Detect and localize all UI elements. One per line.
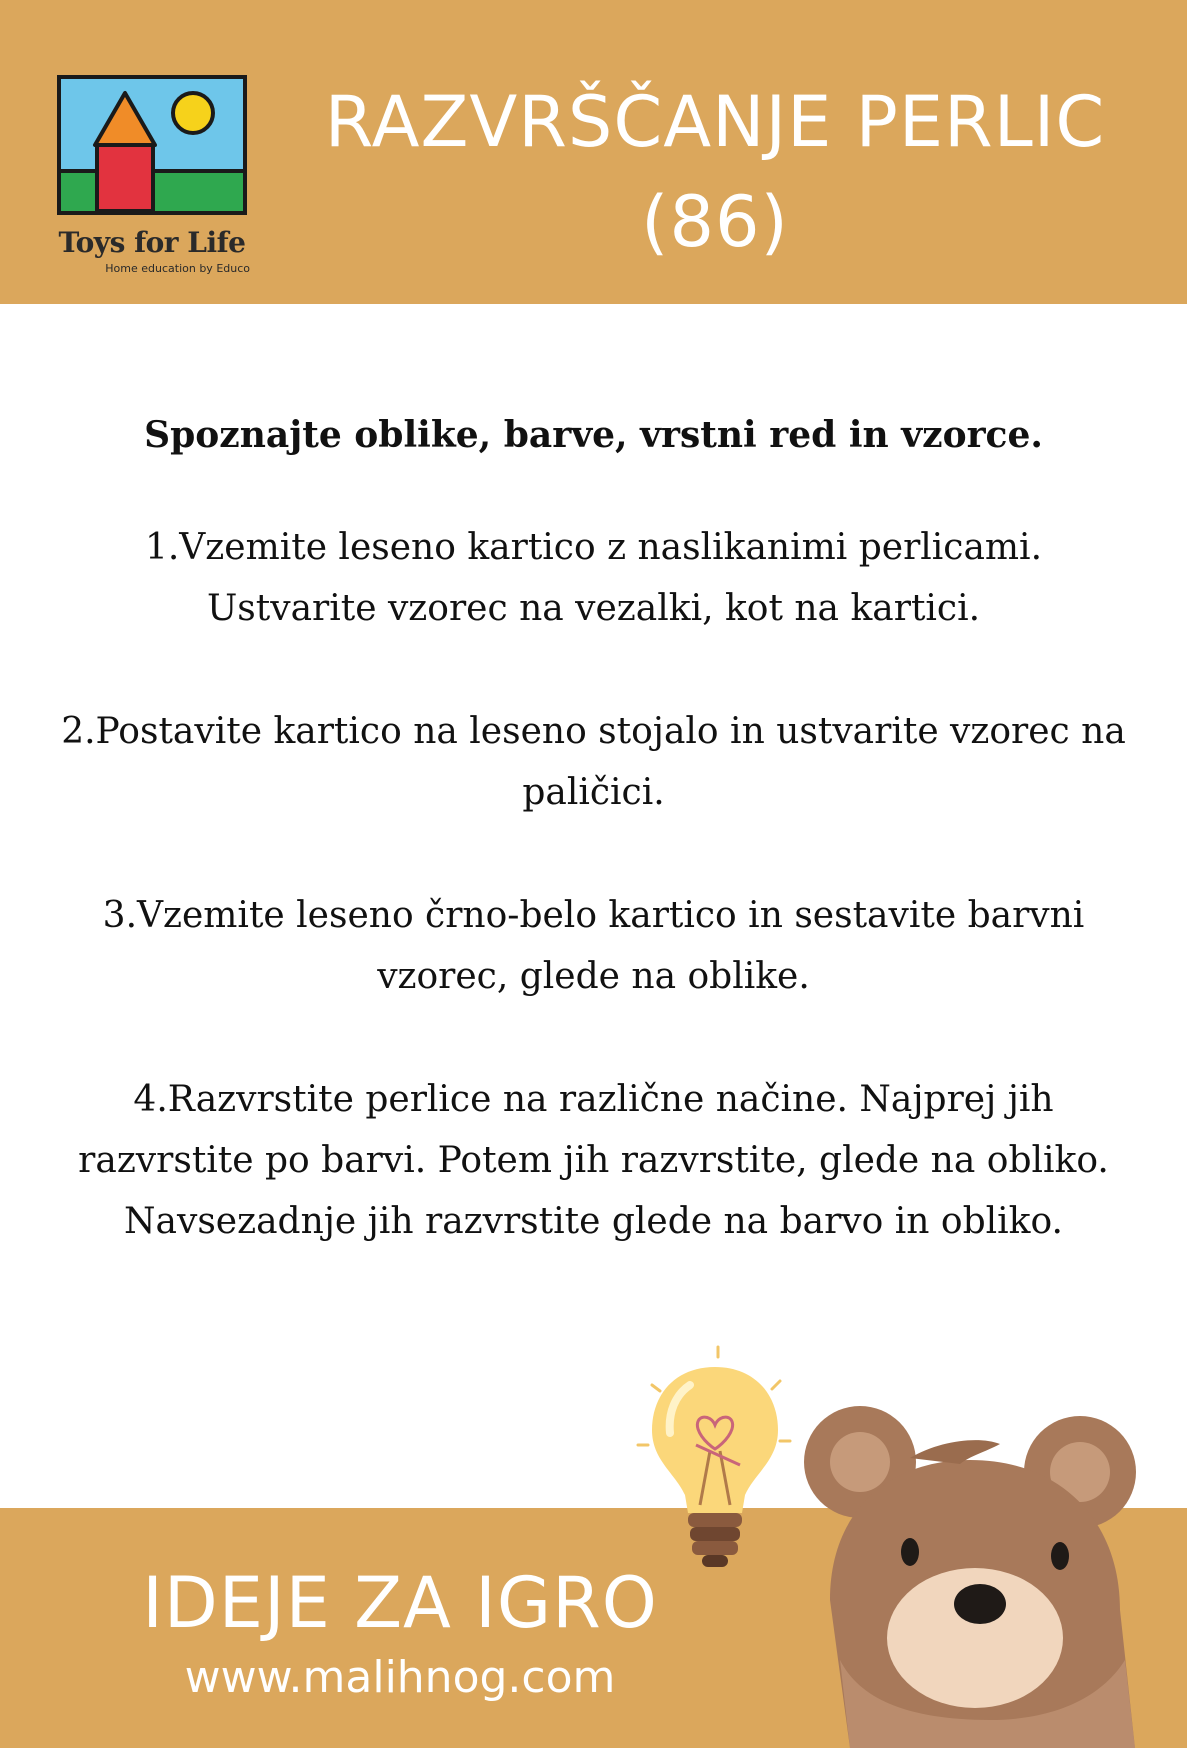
- house-sun-logo-icon: [57, 75, 247, 215]
- website-link[interactable]: www.malihnog.com: [184, 1652, 616, 1703]
- step-1: 1.Vzemite leseno kartico z naslikanimi perlicami. Ustvarite vzorec na vezalki, kot na kartici.: [144, 527, 1043, 629]
- bear-illustration-icon: [790, 1400, 1150, 1748]
- title-line-2: (86): [641, 181, 789, 263]
- step-4: 4.Razvrstite perlice na različne načine. Najprej jih razvrstite po barvi. Potem jih razvrstite, glede na obliko. Navsezadnje jih razvrstite glede na barvo in obliko.: [78, 1079, 1109, 1242]
- lightbulb-heart-icon: [630, 1345, 800, 1585]
- intro-text: Spoznajte oblike, barve, vrstni red in vzorce.: [144, 414, 1043, 456]
- step-3: 3.Vzemite leseno črno-belo kartico in sestavite barvni vzorec, glede na oblike.: [102, 895, 1085, 997]
- instructions: [60, 405, 1127, 1314]
- title-line-1: RAZVRŠČANJE PERLIC: [324, 81, 1106, 163]
- logo-name: Toys for Life: [58, 226, 246, 259]
- footer-title: IDEJE ZA IGRO: [142, 1562, 658, 1644]
- step-2: 2.Postavite kartico na leseno stojalo in ustvarite vzorec na paličici.: [61, 711, 1126, 813]
- logo-tagline: Home education by Educo: [105, 262, 250, 275]
- page-title: [300, 72, 1130, 272]
